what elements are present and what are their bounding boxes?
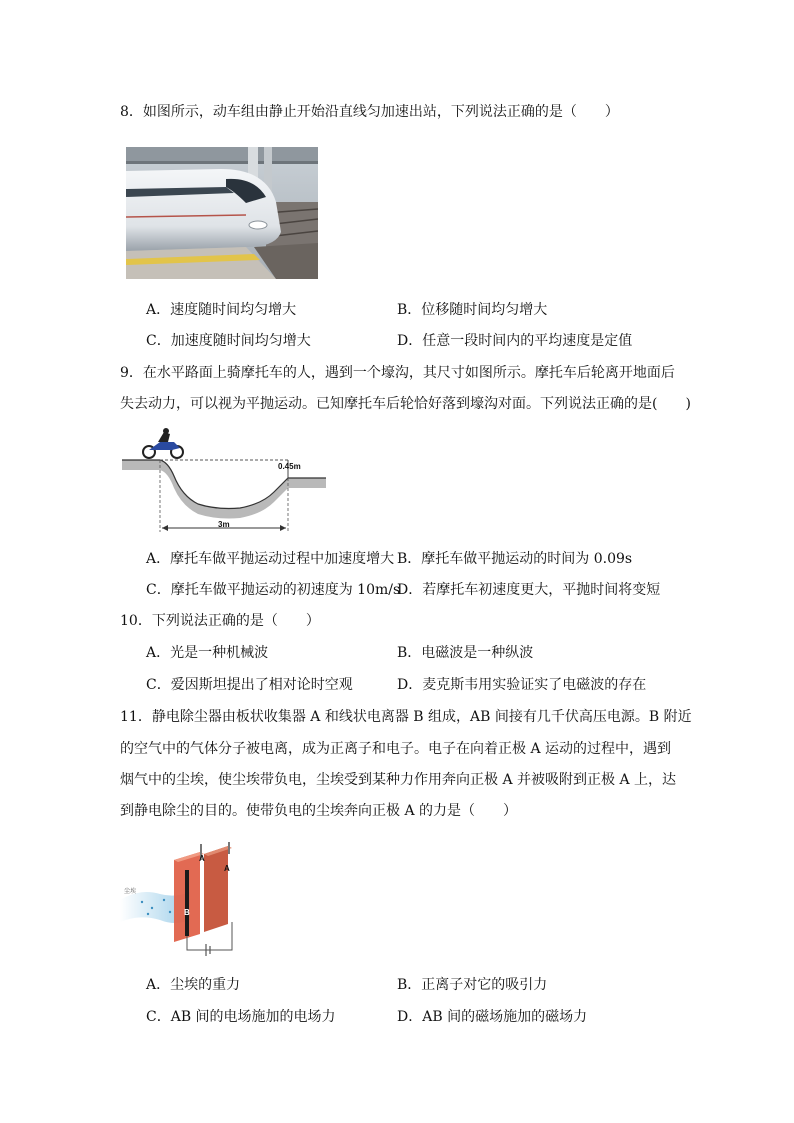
bullet-train-photo [126,147,318,279]
q11-stem-line4: 到静电除尘的目的。使带负电的尘埃奔向正极 A 的力是（ ） [120,803,518,819]
q11-stem-line1: 11．静电除尘器由板状收集器 A 和线状电离器 B 组成，AB 间接有几千伏高压电源。B 附近 [120,709,692,725]
electrostatic-precipitator-diagram [120,842,250,960]
q10-option-c: C．爱因斯坦提出了相对论时空观 [146,677,353,693]
q8-stem: 8．如图所示，动车组由静止开始沿直线匀加速出站，下列说法正确的是（ ） [120,104,619,120]
plate-label-a-back: A [199,854,205,863]
q9-stem-line1: 9．在水平路面上骑摩托车的人，遇到一个壕沟，其尺寸如图所示。摩托车后轮离开地面后 [120,365,675,381]
q11-option-d: D．AB 间的磁场施加的磁场力 [397,1009,588,1025]
q8-option-a: A．速度随时间均匀增大 [146,302,297,318]
q9-option-d: D．若摩托车初速度更大，平抛时间将变短 [397,582,661,598]
q10-option-b: B．电磁波是一种纵波 [397,645,534,661]
width-label: 3m [218,520,230,529]
motorbike-icon [143,428,183,458]
q10-option-d: D．麦克斯韦用实验证实了电磁波的存在 [397,677,647,693]
precipitator-drawing [120,842,250,960]
q11-stem-line2: 的空气中的气体分子被电离，成为正离子和电子。电子在向着正极 A 运动的过程中，遇到 [120,741,672,757]
q10-stem: 10．下列说法正确的是（ ） [120,613,320,629]
q9-option-a: A．摩托车做平抛运动过程中加速度增大 [146,551,395,567]
q8-option-c: C．加速度随时间均匀增大 [146,333,311,349]
height-label: 0.45m [278,462,301,471]
ditch-diagram [122,428,326,540]
q9-option-c: C．摩托车做平抛运动的初速度为 10m/s [146,582,401,598]
q9-option-b: B．摩托车做平抛运动的时间为 0.09s [397,551,633,567]
plate-label-a-front: A [224,864,230,873]
q8-option-b: B．位移随时间均匀增大 [397,302,548,318]
q11-option-c: C．AB 间的电场施加的电场力 [146,1009,336,1025]
q11-stem-line3: 烟气中的尘埃，使尘埃带负电，尘埃受到某种力作用奔向正极 A 并被吸附到正极 A 上，达 [120,772,677,788]
q9-stem-line2: 失去动力，可以视为平抛运动。已知摩托车后轮恰好落到壕沟对面。下列说法正确的是( ) [120,396,691,412]
q11-option-b: B．正离子对它的吸引力 [397,977,548,993]
wire-label-b: B [184,908,190,917]
smoke-label: 尘埃 [124,889,137,895]
q11-option-a: A．尘埃的重力 [146,977,241,993]
q10-option-a: A．光是一种机械波 [146,645,269,661]
q8-option-d: D．任意一段时间内的平均速度是定值 [397,333,633,349]
